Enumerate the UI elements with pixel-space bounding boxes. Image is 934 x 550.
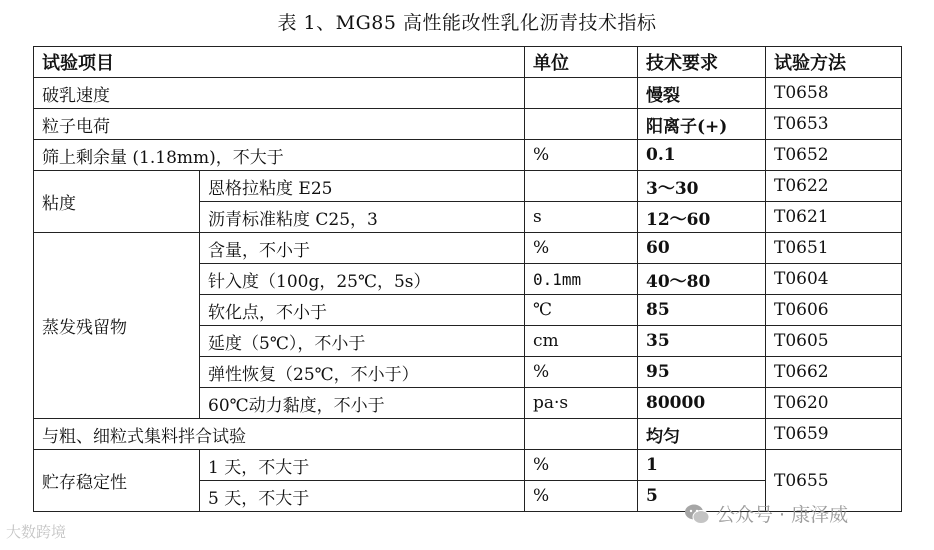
table-row <box>34 78 902 109</box>
row-method: T0622 <box>766 171 902 202</box>
header-method: 试验方法 <box>766 47 902 78</box>
wechat-icon <box>684 503 710 525</box>
row-unit <box>525 419 638 450</box>
table-row <box>34 109 902 140</box>
watermark-left <box>6 521 66 542</box>
row-requirement: 95 <box>638 357 766 388</box>
row-method: T0658 <box>766 78 902 109</box>
row-method: T0659 <box>766 419 902 450</box>
spec-table <box>33 46 902 512</box>
row-unit: % <box>525 450 638 481</box>
row-unit: s <box>525 202 638 233</box>
table-row <box>34 140 902 171</box>
row-requirement: 均匀 <box>638 419 766 450</box>
table-caption: 表 1、MG85 高性能改性乳化沥青技术指标 <box>277 12 657 34</box>
row-item: 破乳速度 <box>34 78 525 109</box>
row-item: 5 天，不大于 <box>200 481 525 512</box>
row-requirement: 3～30 <box>638 171 766 202</box>
row-item: 含量，不小于 <box>200 233 525 264</box>
row-requirement: 35 <box>638 326 766 357</box>
row-method-storage: T0655 <box>766 450 902 512</box>
row-unit <box>525 171 638 202</box>
row-requirement: 85 <box>638 295 766 326</box>
row-item: 弹性恢复（25℃，不小于） <box>200 357 525 388</box>
row-unit: pa·s <box>525 388 638 419</box>
row-unit: ℃ <box>525 295 638 326</box>
row-unit <box>525 109 638 140</box>
table-row <box>34 171 902 202</box>
group-label-residue: 蒸发残留物 <box>34 233 200 419</box>
row-method: T0662 <box>766 357 902 388</box>
row-requirement: 40～80 <box>638 264 766 295</box>
table-row <box>34 450 902 481</box>
row-unit: % <box>525 481 638 512</box>
row-item: 沥青标准粘度 C25，3 <box>200 202 525 233</box>
header-requirement: 技术要求 <box>638 47 766 78</box>
watermark-left-text: 大数跨境 <box>6 523 67 541</box>
header-unit: 单位 <box>525 47 638 78</box>
row-unit: % <box>525 140 638 171</box>
table-row <box>34 419 902 450</box>
row-requirement: 80000 <box>638 388 766 419</box>
row-unit: 0.1mm <box>525 264 638 295</box>
row-item: 筛上剩余量 (1.18mm)，不大于 <box>34 140 525 171</box>
row-method: T0653 <box>766 109 902 140</box>
group-label-viscosity: 粘度 <box>34 171 200 233</box>
group-label-storage: 贮存稳定性 <box>34 450 200 512</box>
row-unit: % <box>525 357 638 388</box>
row-method: T0652 <box>766 140 902 171</box>
row-requirement: 12～60 <box>638 202 766 233</box>
row-item: 与粗、细粒式集料拌合试验 <box>34 419 525 450</box>
watermark-right <box>684 500 848 527</box>
row-item: 60℃动力黏度，不小于 <box>200 388 525 419</box>
row-method: T0620 <box>766 388 902 419</box>
row-method: T0605 <box>766 326 902 357</box>
header-row <box>34 47 902 78</box>
row-requirement: 5 <box>638 481 766 512</box>
row-item: 针入度（100g，25℃，5s） <box>200 264 525 295</box>
row-requirement: 阳离子(+) <box>638 109 766 140</box>
row-requirement: 慢裂 <box>638 78 766 109</box>
row-method: T0606 <box>766 295 902 326</box>
row-item: 软化点，不小于 <box>200 295 525 326</box>
row-item: 恩格拉粘度 E25 <box>200 171 525 202</box>
watermark-right-text: 公众号 · 康泽威 <box>716 504 849 526</box>
row-requirement: 0.1 <box>638 140 766 171</box>
table-row <box>34 233 902 264</box>
row-item: 1 天，不大于 <box>200 450 525 481</box>
row-unit <box>525 78 638 109</box>
row-method: T0604 <box>766 264 902 295</box>
row-item: 延度（5℃），不小于 <box>200 326 525 357</box>
header-item: 试验项目 <box>34 47 525 78</box>
row-method: T0621 <box>766 202 902 233</box>
row-unit: cm <box>525 326 638 357</box>
row-requirement: 1 <box>638 450 766 481</box>
row-item: 粒子电荷 <box>34 109 525 140</box>
row-unit: % <box>525 233 638 264</box>
row-method: T0651 <box>766 233 902 264</box>
row-requirement: 60 <box>638 233 766 264</box>
